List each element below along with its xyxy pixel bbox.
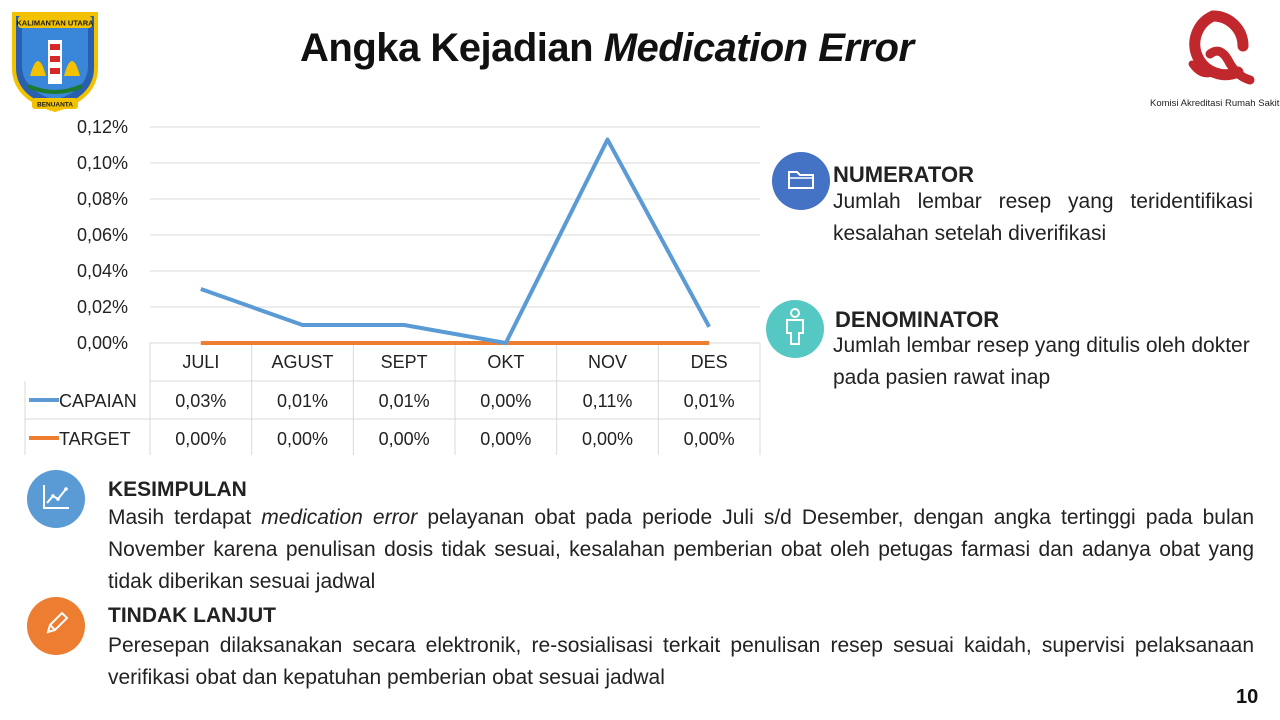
table-value-capaian: 0,11%: [582, 391, 633, 411]
table-value-target: 0,00%: [480, 429, 532, 449]
title-plain: Angka Kejadian: [300, 26, 604, 70]
table-value-capaian: 0,01%: [683, 391, 735, 411]
emblem-text-top: KALIMANTAN UTARA: [16, 18, 94, 28]
y-tick-label: 0,04%: [76, 261, 128, 281]
x-category-label: NOV: [587, 352, 628, 372]
numerator-heading: NUMERATOR: [833, 162, 974, 187]
table-value-capaian: 0,01%: [276, 391, 329, 411]
tindak-lanjut-badge: [27, 597, 85, 655]
province-emblem-logo: [8, 6, 102, 114]
chart-gridlines: [150, 127, 760, 343]
y-tick-label: 0,08%: [76, 189, 128, 209]
kesimpulan-badge: [27, 470, 85, 528]
y-tick-label: 0,02%: [76, 297, 128, 317]
chart-series: [201, 140, 709, 343]
legend-label-capaian: CAPAIAN: [59, 391, 137, 411]
kesimpulan-text-italic: medication error: [261, 506, 418, 529]
kars-caption: Komisi Akreditasi Rumah Sakit: [1150, 98, 1280, 109]
x-category-label: JULI: [182, 352, 220, 372]
table-value-target: 0,00%: [378, 429, 430, 449]
table-value-target: 0,00%: [175, 429, 227, 449]
tindak-lanjut-heading: TINDAK LANJUT: [108, 604, 276, 627]
pencil-icon: [42, 610, 70, 643]
folder-icon: [787, 167, 815, 196]
denominator-badge: [766, 300, 824, 358]
table-value-capaian: 0,03%: [175, 391, 227, 411]
x-category-label: SEPT: [380, 352, 428, 372]
x-category-label: OKT: [487, 352, 525, 372]
y-tick-label: 0,06%: [76, 225, 128, 245]
table-value-target: 0,00%: [276, 429, 329, 449]
y-tick-label: 0,00%: [76, 333, 128, 353]
kesimpulan-text-before: Masih terdapat: [108, 506, 262, 529]
denominator-text: Jumlah lembar resep yang ditulis oleh dokter pada pasien rawat inap: [833, 334, 1250, 389]
table-value-target: 0,00%: [683, 429, 735, 449]
title-italic: Medication Error: [603, 26, 914, 70]
x-category-label: AGUST: [271, 352, 334, 372]
chart-growth-icon: [41, 483, 71, 516]
numerator-text: Jumlah lembar resep yang teridentifikasi kesalahan setelah diverifikasi: [833, 190, 1253, 245]
page-number: 10: [1236, 686, 1259, 708]
chart-svg: [20, 115, 765, 455]
table-value-capaian: 0,00%: [480, 391, 532, 411]
kesimpulan-text-after: pelayanan obat pada periode Juli s/d Desember, dengan angka tertinggi pada bulan November karena penulisan dosis tidak sesuai, kesalahan pemberian obat oleh petugas farmasi dan adanya obat yang tidak diberikan sesuai jadwal: [108, 506, 1254, 593]
y-tick-label: 0,12%: [76, 117, 128, 137]
chart-labels: [59, 117, 735, 449]
y-tick-label: 0,10%: [76, 153, 128, 173]
series-line-capaian: [201, 140, 709, 343]
kars-logo: [1150, 6, 1280, 118]
medication-error-chart: [20, 115, 765, 455]
numerator-badge: [772, 152, 830, 210]
table-value-capaian: 0,01%: [378, 391, 430, 411]
emblem-text-bottom: BENUANTA: [37, 101, 73, 109]
kesimpulan-text: [108, 502, 1254, 598]
denominator-heading: DENOMINATOR: [835, 307, 1000, 332]
x-category-label: DES: [690, 352, 728, 372]
person-icon: [783, 308, 807, 351]
kesimpulan-heading: KESIMPULAN: [108, 478, 247, 501]
table-value-target: 0,00%: [581, 429, 634, 449]
page-title: [300, 26, 1000, 71]
legend-label-target: TARGET: [59, 429, 131, 449]
tindak-lanjut-text: Peresepan dilaksanakan secara elektronik, re-sosialisasi terkait penulisan resep sesuai kaidah, supervisi pelaksanaan verifikasi obat dan kepatuhan pemberian obat sesuai jadwal: [108, 634, 1254, 689]
